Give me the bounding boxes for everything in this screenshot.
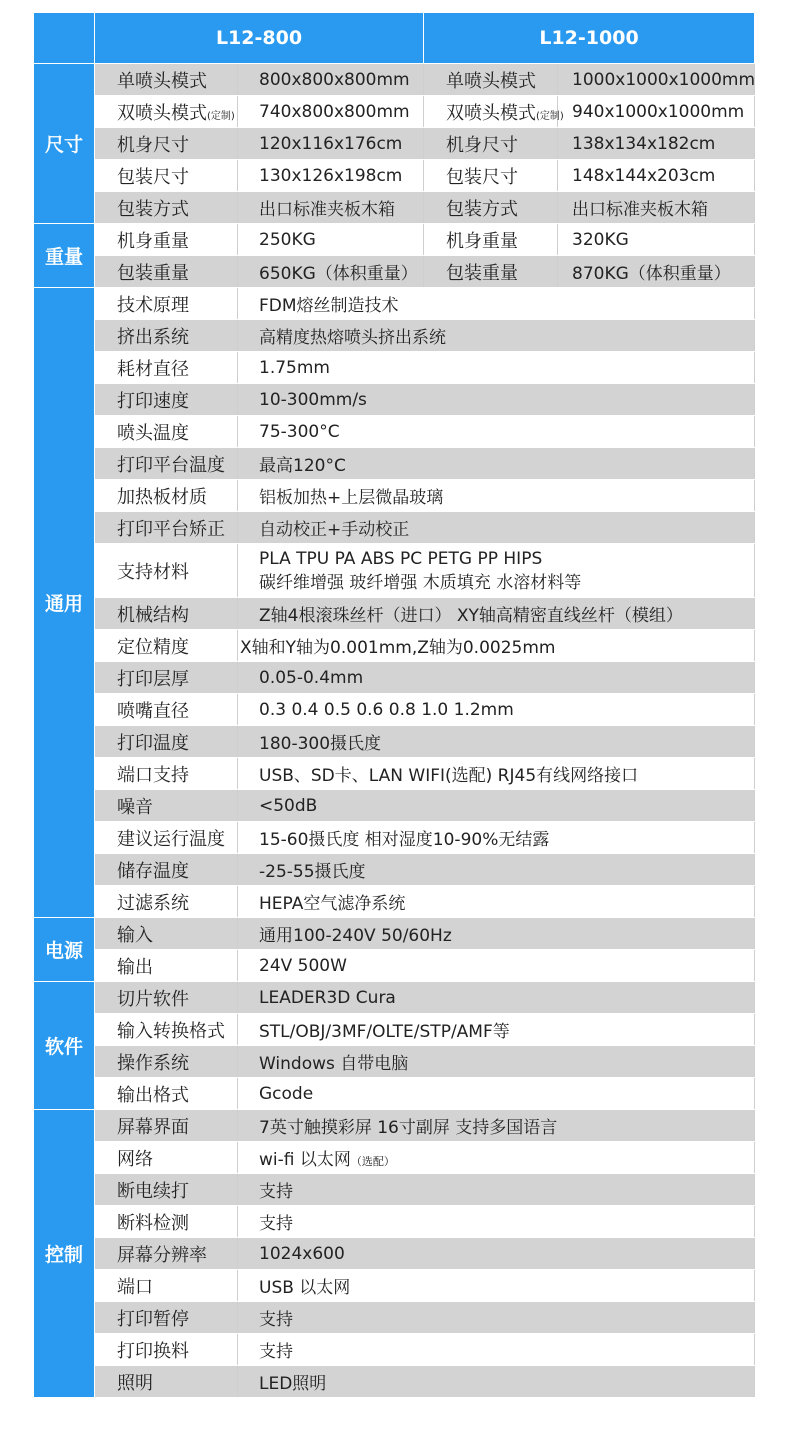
spec-label: 双喷头模式(定制) xyxy=(95,96,238,128)
spec-value: <50dB xyxy=(238,790,755,822)
category-software: 软件 xyxy=(34,982,95,1110)
custom-note: (定制) xyxy=(536,110,564,122)
spec-value: USB 以太网 xyxy=(238,1270,755,1302)
header-corner xyxy=(34,13,95,64)
spec-label: 机身重量 xyxy=(424,224,558,256)
spec-value: FDM熔丝制造技术 xyxy=(238,288,755,320)
spec-value: LEADER3D Cura xyxy=(238,982,755,1014)
spec-value: 出口标准夹板木箱 xyxy=(238,192,424,224)
spec-table xyxy=(33,12,755,1398)
spec-label: 输入 xyxy=(95,918,238,950)
spec-value: Gcode xyxy=(238,1078,755,1110)
spec-value: 7英寸触摸彩屏 16寸副屏 支持多国语言 xyxy=(238,1110,755,1142)
spec-value: HEPA空气滤净系统 xyxy=(238,886,755,918)
spec-value: X轴和Y轴为0.001mm,Z轴为0.0025mm xyxy=(238,630,755,662)
spec-label: 过滤系统 xyxy=(95,886,238,918)
table-row xyxy=(34,886,755,918)
spec-value: 650KG（体积重量） xyxy=(238,256,424,288)
spec-label: 打印速度 xyxy=(95,384,238,416)
spec-value: 支持 xyxy=(238,1302,755,1334)
table-row xyxy=(34,224,755,256)
table-row xyxy=(34,1078,755,1110)
table-row xyxy=(34,950,755,982)
table-row xyxy=(34,512,755,544)
spec-value: 180-300摄氏度 xyxy=(238,726,755,758)
category-power: 电源 xyxy=(34,918,95,982)
category-weight: 重量 xyxy=(34,224,95,288)
spec-value: 250KG xyxy=(238,224,424,256)
table-row xyxy=(34,544,755,598)
spec-value: 自动校正+手动校正 xyxy=(238,512,755,544)
spec-value: 最高120°C xyxy=(238,448,755,480)
category-control: 控制 xyxy=(34,1110,95,1398)
spec-label: 挤出系统 xyxy=(95,320,238,352)
spec-value: 800x800x800mm xyxy=(238,64,424,96)
table-row xyxy=(34,160,755,192)
spec-value: 24V 500W xyxy=(238,950,755,982)
custom-note: (定制) xyxy=(207,110,235,122)
spec-label: 喷嘴直径 xyxy=(95,694,238,726)
spec-label: 照明 xyxy=(95,1366,238,1398)
spec-sheet xyxy=(33,12,754,1398)
spec-value: 高精度热熔喷头挤出系统 xyxy=(238,320,755,352)
category-size: 尺寸 xyxy=(34,64,95,224)
spec-label: 端口 xyxy=(95,1270,238,1302)
spec-value: 870KG（体积重量） xyxy=(558,256,755,288)
spec-label: 技术原理 xyxy=(95,288,238,320)
spec-value: 10-300mm/s xyxy=(238,384,755,416)
spec-value: 0.3 0.4 0.5 0.6 0.8 1.0 1.2mm xyxy=(238,694,755,726)
spec-value: 支持 xyxy=(238,1206,755,1238)
spec-value: STL/OBJ/3MF/OLTE/STP/AMF等 xyxy=(238,1014,755,1046)
spec-label: 端口支持 xyxy=(95,758,238,790)
spec-label: 建议运行温度 xyxy=(95,822,238,854)
spec-value: wi-fi 以太网（选配） xyxy=(238,1142,755,1174)
spec-value: 120x116x176cm xyxy=(238,128,424,160)
table-row xyxy=(34,128,755,160)
spec-label: 机身尺寸 xyxy=(424,128,558,160)
table-row xyxy=(34,758,755,790)
materials-line-2: 碳纤维增强 玻纤增强 木质填充 水溶材料等 xyxy=(259,572,582,593)
optional-note: （选配） xyxy=(350,1155,395,1168)
spec-label: 包装重量 xyxy=(95,256,238,288)
spec-value: 138x134x182cm xyxy=(558,128,755,160)
spec-value: 940x1000x1000mm xyxy=(558,96,755,128)
spec-label: 输入转换格式 xyxy=(95,1014,238,1046)
spec-label: 双喷头模式(定制) xyxy=(424,96,558,128)
spec-label: 打印换料 xyxy=(95,1334,238,1366)
table-row xyxy=(34,1270,755,1302)
spec-value: 铝板加热+上层微晶玻璃 xyxy=(238,480,755,512)
spec-value: 1000x1000x1000mm xyxy=(558,64,755,96)
spec-value: 320KG xyxy=(558,224,755,256)
spec-label: 包装重量 xyxy=(424,256,558,288)
table-row xyxy=(34,1014,755,1046)
spec-label: 打印层厚 xyxy=(95,662,238,694)
table-row xyxy=(34,822,755,854)
table-row xyxy=(34,384,755,416)
spec-label: 打印暂停 xyxy=(95,1302,238,1334)
spec-label: 机械结构 xyxy=(95,598,238,630)
table-row xyxy=(34,1142,755,1174)
materials-line-1: PLA TPU PA ABS PC PETG PP HIPS xyxy=(259,548,543,569)
model-b-header: L12-1000 xyxy=(424,13,755,64)
spec-label: 断料检测 xyxy=(95,1206,238,1238)
table-row xyxy=(34,480,755,512)
table-row xyxy=(34,96,755,128)
table-row xyxy=(34,694,755,726)
spec-value: 148x144x203cm xyxy=(558,160,755,192)
table-row xyxy=(34,448,755,480)
table-row xyxy=(34,918,755,950)
spec-value: Z轴4根滚珠丝杆（进口） XY轴高精密直线丝杆（模组） xyxy=(238,598,755,630)
spec-value: 75-300°C xyxy=(238,416,755,448)
table-row xyxy=(34,1174,755,1206)
table-row xyxy=(34,416,755,448)
table-row xyxy=(34,982,755,1014)
spec-label: 机身重量 xyxy=(95,224,238,256)
spec-label: 打印温度 xyxy=(95,726,238,758)
spec-label: 喷头温度 xyxy=(95,416,238,448)
table-row xyxy=(34,1046,755,1078)
spec-value: 支持 xyxy=(238,1334,755,1366)
table-row xyxy=(34,662,755,694)
table-row xyxy=(34,192,755,224)
table-row xyxy=(34,790,755,822)
spec-value xyxy=(238,544,755,598)
spec-label: 输出 xyxy=(95,950,238,982)
spec-value: 0.05-0.4mm xyxy=(238,662,755,694)
spec-label: 网络 xyxy=(95,1142,238,1174)
model-a-header: L12-800 xyxy=(95,13,424,64)
spec-label: 打印平台矫正 xyxy=(95,512,238,544)
spec-label: 切片软件 xyxy=(95,982,238,1014)
spec-value: 1.75mm xyxy=(238,352,755,384)
table-row xyxy=(34,1334,755,1366)
spec-label: 操作系统 xyxy=(95,1046,238,1078)
table-row xyxy=(34,256,755,288)
table-row xyxy=(34,854,755,886)
table-row xyxy=(34,1206,755,1238)
table-row xyxy=(34,64,755,96)
spec-value: 支持 xyxy=(238,1174,755,1206)
header-row xyxy=(34,13,755,64)
spec-value: 1024x600 xyxy=(238,1238,755,1270)
spec-label: 包装方式 xyxy=(95,192,238,224)
spec-label: 屏幕分辨率 xyxy=(95,1238,238,1270)
spec-label: 包装尺寸 xyxy=(424,160,558,192)
spec-label: 屏幕界面 xyxy=(95,1110,238,1142)
spec-label: 机身尺寸 xyxy=(95,128,238,160)
spec-value: USB、SD卡、LAN WIFI(选配) RJ45有线网络接口 xyxy=(238,758,755,790)
spec-label: 包装尺寸 xyxy=(95,160,238,192)
table-row xyxy=(34,288,755,320)
table-row xyxy=(34,1110,755,1142)
table-row xyxy=(34,352,755,384)
spec-value: LED照明 xyxy=(238,1366,755,1398)
spec-value: Windows 自带电脑 xyxy=(238,1046,755,1078)
spec-label: 输出格式 xyxy=(95,1078,238,1110)
spec-value: 130x126x198cm xyxy=(238,160,424,192)
table-row xyxy=(34,598,755,630)
spec-label: 打印平台温度 xyxy=(95,448,238,480)
spec-label: 包装方式 xyxy=(424,192,558,224)
spec-value: -25-55摄氏度 xyxy=(238,854,755,886)
spec-label: 单喷头模式 xyxy=(95,64,238,96)
spec-label: 支持材料 xyxy=(95,544,238,598)
spec-label: 加热板材质 xyxy=(95,480,238,512)
spec-label: 噪音 xyxy=(95,790,238,822)
spec-label: 储存温度 xyxy=(95,854,238,886)
table-row xyxy=(34,1238,755,1270)
spec-label: 耗材直径 xyxy=(95,352,238,384)
spec-label: 单喷头模式 xyxy=(424,64,558,96)
table-row xyxy=(34,1302,755,1334)
spec-label: 定位精度 xyxy=(95,630,238,662)
spec-value: 740x800x800mm xyxy=(238,96,424,128)
table-row xyxy=(34,320,755,352)
table-row xyxy=(34,630,755,662)
table-row xyxy=(34,1366,755,1398)
category-general: 通用 xyxy=(34,288,95,918)
table-row xyxy=(34,726,755,758)
spec-value: 出口标准夹板木箱 xyxy=(558,192,755,224)
spec-value: 通用100-240V 50/60Hz xyxy=(238,918,755,950)
spec-label: 断电续打 xyxy=(95,1174,238,1206)
spec-value: 15-60摄氏度 相对湿度10-90%无结露 xyxy=(238,822,755,854)
